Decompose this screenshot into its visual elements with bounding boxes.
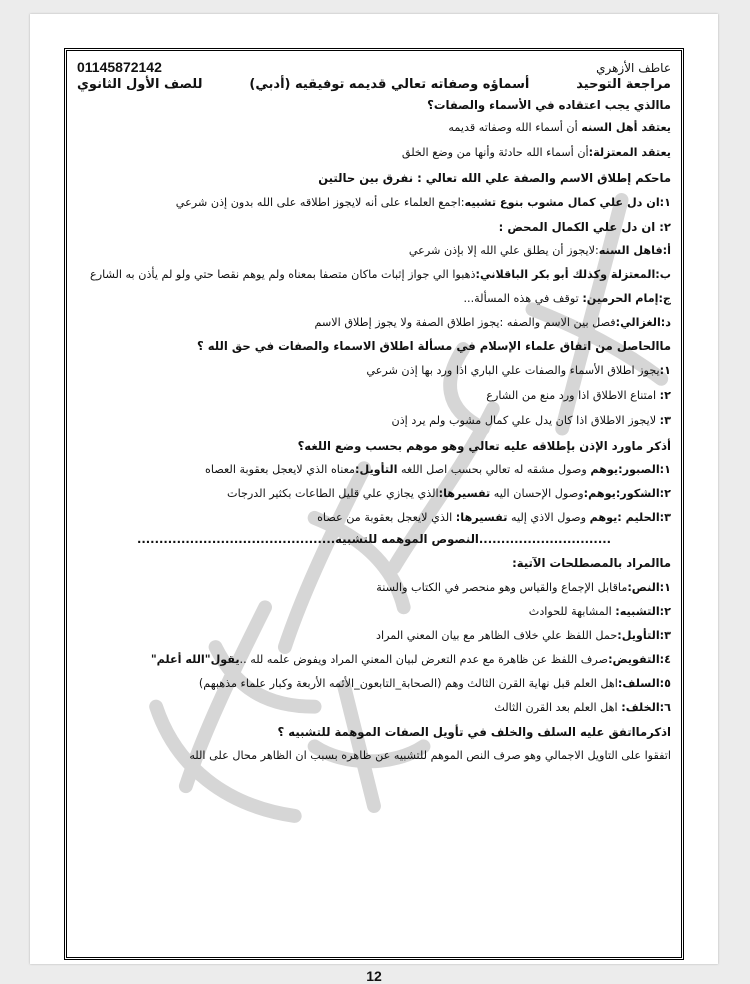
header-subject-row [77,77,671,92]
section-heading-texts: ..............................النصوص الموهمه للتشبيه............................................. [136,532,612,547]
line-case-2: ٢: ان دل علي الكمال المحض : [498,219,671,234]
body-text [77,98,671,763]
line-consensus-3: ٣: لايجوز الاطلاق اذا كان يدل علي كمال مشوب ولم يرد إذن [391,413,671,427]
subject-title: مراجعة التوحيد [576,77,671,92]
question-agreement: اذكرمااتفق عليه السلف والخلف في تأويل الصفات الموهمة للتشبيه ؟ [277,724,671,739]
question-beliefs: ماالذي يجب اعتقاده في الأسماء والصفات؟ [427,98,671,112]
line-shakur: ٢:الشكور:يوهم:وصول الإحسان اليه تفسيرها:الذي يجازي علي قليل الطاعات بكثير الدرجات [227,487,671,501]
line-halim: ٣:الحليم :يوهم وصول الاذي إليه تفسيرها: الذي لايعجل بعقوبة من عصاه [317,511,671,525]
line-term-khalaf: ٦:الخلف: اهل العلم بعد القرن الثالث [494,700,671,714]
header-top-row [77,59,671,75]
page-content [67,51,681,763]
page-number: 12 [366,968,382,984]
line-term-tafwid: ٤:التفويض:صرف اللفظ عن ظاهرة مع عدم التعرض لبيان المعني المراد ويفوض علمه لله ..يقول"الله أعلم" [150,652,671,666]
line-case-1: ١:ان دل علي كمال مشوب بنوع تشبيه:اجمع العلماء على أنه لايجوز اطلاقه على الله بدون إذن شرعي [175,195,671,209]
line-term-tawil: ٣:التأويل:حمل اللفظ علي خلاف الظاهر مع بيان المعني المراد [375,628,671,642]
question-terms: ماالمراد بالمصطلحات الآتية: [512,556,671,571]
line-ahl-sunnah: يعتقد أهل السنه أن أسماء الله وصفاته قديمه [448,121,671,135]
line-term-nass: ١:النص:ماقابل الإجماع والقياس وهو منحصر في الكتاب والسنة [376,580,671,594]
line-case-2d: د:الغزالي:فصل بين الاسم والصفه :يجوز اطلاق الصفة ولا يجوز إطلاق الاسم [314,316,671,330]
line-consensus-2: ٢: امتناع الاطلاق اذا ورد منع من الشارع [486,388,671,402]
line-consensus-1: ١:يجوز اطلاق الأسماء والصفات علي الباري اذا ورد بها إذن شرعي [366,363,671,377]
line-term-salaf: ٥:السلف:اهل العلم قبل نهاية القرن الثالث وهم (الصحابة_التابعون_الأئمه الأربعة وكبار علماء مذهبهم) [198,676,671,690]
question-permitted-names: أذكر ماورد الإذن بإطلاقه عليه تعالي وهو موهم بحسب وضع اللغه؟ [297,438,671,453]
document-page [30,14,718,984]
question-consensus: ماالحاصل من اتفاق علماء الإسلام في مسألة اطلاق الاسماء والصفات في حق الله ؟ [196,339,671,354]
line-case-2c: ج:إمام الحرمين: توقف في هذه المسألة... [463,292,671,306]
line-agreement-answer: اتفقوا على التاويل الاجمالي وهو صرف النص الموهم للتشبيه عن ظاهره بسبب ان الظاهر محال على الله [189,749,671,763]
line-mutazila: يعتقد المعتزلة:أن أسماء الله حادثة وأنها من وضع الخلق [401,146,671,160]
author-name: عاطف الأزهري [596,61,671,75]
grade-label: للصف الأول الثانوي [77,77,203,92]
line-case-2a: أ:فاهل السنه:لايجوز أن يطلق علي الله إلا بإذن شرعي [408,244,671,258]
line-case-2b: ب:المعتزلة وكذلك أبو بكر الباقلاني:ذهبوا الي جواز إثبات ماكان متصفا بمعناه ولم يوهم نقصا حتي ولو لم يأذن به الشارع [90,268,671,282]
question-ruling: ماحكم إطلاق الاسم والصفة علي الله تعالي : نفرق بين حالتين [318,171,671,186]
topic-title: أسماؤه وصفاته تعالي قديمه توفيقيه (أدبي) [249,77,530,92]
page-border [64,48,684,960]
line-term-tashbih: ٢:التشبيه: المشابهة للحوادث [528,604,671,618]
line-sabur: ١:الصبور:يوهم وصول مشقه له تعالي بحسب اصل اللغه التأويل:معناه الذي لايعجل بعقوبة العصاه [205,463,671,477]
phone-number: 01145872142 [77,59,162,75]
